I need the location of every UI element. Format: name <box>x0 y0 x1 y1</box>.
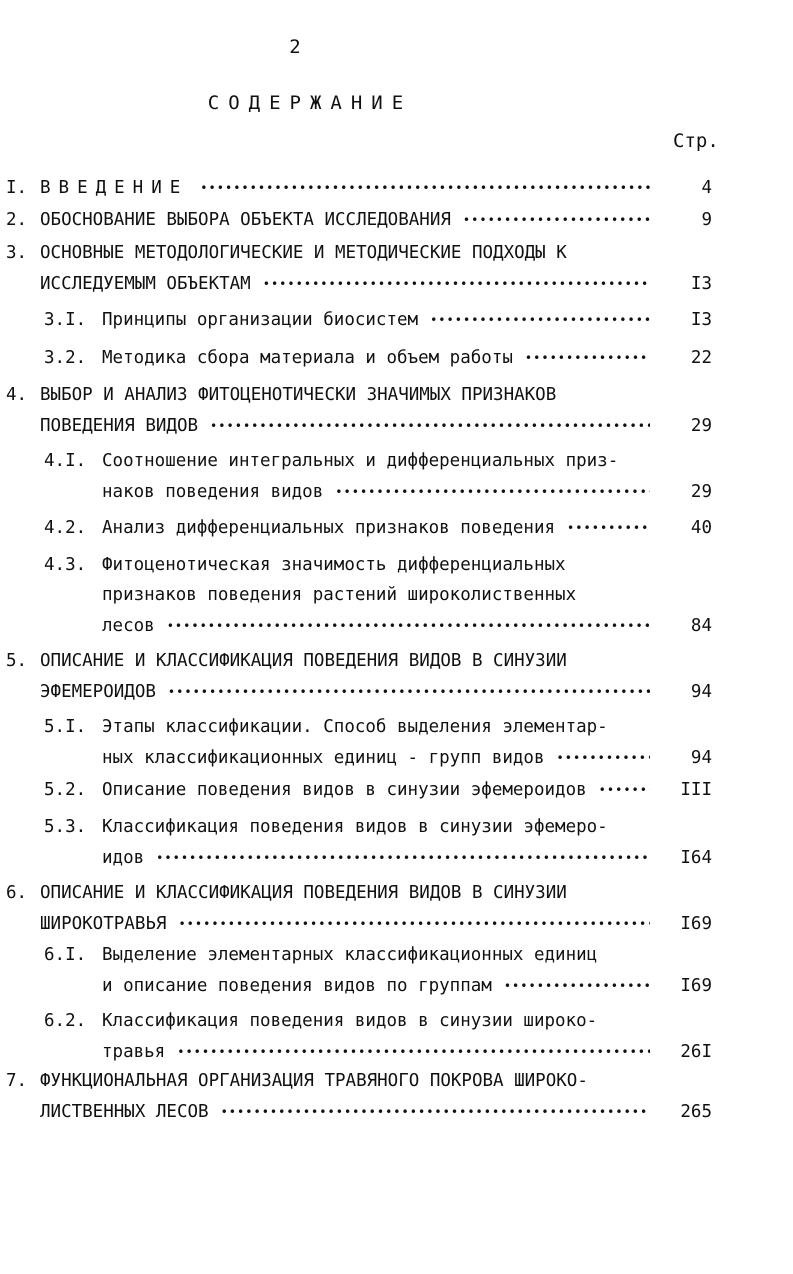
toc-entry-number: 6.I. <box>44 945 87 965</box>
toc-entry-number: 4.I. <box>44 451 87 471</box>
toc-entry-text: Этапы классификации. Способ выделения элементар- <box>102 717 608 737</box>
toc-entry-number: 5. <box>6 651 28 671</box>
toc-entry <box>44 812 712 873</box>
toc-entry-text: ИССЛЕДУЕМЫМ ОБЪЕКТАМ <box>40 274 251 294</box>
toc-entry-number: 5.I. <box>44 717 87 737</box>
toc-entry-text: Методика сбора материала и объем работы <box>102 348 513 368</box>
toc-entry-text: ОПИСАНИЕ И КЛАССИФИКАЦИЯ ПОВЕДЕНИЯ ВИДОВ В СИНУЗИИ <box>40 883 567 903</box>
page-number: 2 <box>289 36 301 58</box>
dot-leader <box>167 610 650 641</box>
toc-entry-page: I69 <box>680 914 712 934</box>
toc-entry-text: ПОВЕДЕНИЯ ВИДОВ <box>40 416 199 436</box>
toc-entry-text: ВЫБОР И АНАЛИЗ ФИТОЦЕНОТИЧЕСКИ ЗНАЧИМЫХ ПРИЗНАКОВ <box>40 385 557 405</box>
toc-entry <box>6 646 712 707</box>
toc-entry-text: наков поведения видов <box>102 482 324 502</box>
dot-leader <box>430 304 650 335</box>
toc-entry <box>44 1006 712 1067</box>
toc-entry-text: ЛИСТВЕННЫХ ЛЕСОВ <box>40 1102 209 1122</box>
toc-entry-text: ОПИСАНИЕ И КЛАССИФИКАЦИЯ ПОВЕДЕНИЯ ВИДОВ В СИНУЗИИ <box>40 651 567 671</box>
toc-entry-page: 94 <box>690 682 712 702</box>
toc-entry-text: признаков поведения растений широколиственных <box>102 585 577 605</box>
toc-entry-text: лесов <box>102 616 155 636</box>
toc-entry <box>44 712 712 773</box>
toc-entry-number: 6.2. <box>44 1011 87 1031</box>
dot-leader <box>221 1096 650 1127</box>
dot-leader <box>178 908 650 939</box>
toc-entry-number: 3.2. <box>44 348 87 368</box>
toc-entry <box>44 342 712 373</box>
toc-entry-text: ОСНОВНЫЕ МЕТОДОЛОГИЧЕСКИЕ И МЕТОДИЧЕСКИЕ ПОДХОДЫ К <box>40 243 567 263</box>
toc-entry-page: 40 <box>690 518 712 538</box>
toc-entry-text: Выделение элементарных классификационных единиц <box>102 945 598 965</box>
toc-entry-page: III <box>680 780 712 800</box>
toc-entry-text: Классификация поведения видов в синузии широко- <box>102 1011 598 1031</box>
toc-entry-page: 4 <box>701 178 712 198</box>
toc-entry-text: Описание поведения видов в синузии эфемероидов <box>102 780 587 800</box>
toc-entry-text: ОБОСНОВАНИЕ ВЫБОРА ОБЪЕКТА ИССЛЕДОВАНИЯ <box>40 210 451 230</box>
toc-entry-text: и описание поведения видов по группам <box>102 976 492 996</box>
toc-entry <box>44 550 712 641</box>
toc-entry-page: 9 <box>701 210 712 230</box>
toc-entry <box>6 204 712 235</box>
toc-entry-page: 26I <box>680 1042 712 1062</box>
toc-entry-text: ШИРОКОТРАВЬЯ <box>40 914 167 934</box>
toc-entry-page: I3 <box>690 274 712 294</box>
page-title: СОДЕРЖАНИЕ <box>207 92 413 114</box>
dot-leader <box>210 410 650 441</box>
toc-entry <box>44 774 712 805</box>
dot-leader <box>335 476 650 507</box>
toc-entry-text: Анализ дифференциальных признаков поведения <box>102 518 556 538</box>
toc-entry-number: 4. <box>6 385 28 405</box>
toc-entry <box>6 1066 712 1127</box>
toc-entry-number: 3. <box>6 243 28 263</box>
toc-entry-text: Фитоценотическая значимость дифференциальных <box>102 555 566 575</box>
toc-entry-text: Принципы организации биосистем <box>102 310 419 330</box>
dot-leader <box>599 774 650 805</box>
dot-leader <box>263 268 650 299</box>
dot-leader <box>525 342 650 373</box>
toc-entry <box>6 878 712 939</box>
toc-entry-text: Соотношение интегральных и дифференциальных приз- <box>102 451 619 471</box>
toc-entry-page: 29 <box>690 482 712 502</box>
toc-entry-text: Классификация поведения видов в синузии эфемеро- <box>102 817 608 837</box>
toc-entry-number: 2. <box>6 210 28 230</box>
toc-entry-text: ных классификационных единиц - групп видов <box>102 748 545 768</box>
toc-entry-number: I. <box>6 178 28 198</box>
toc-entry-number: 5.2. <box>44 780 87 800</box>
toc-entry <box>44 512 712 543</box>
toc-entry-page: 94 <box>690 748 712 768</box>
dot-leader <box>504 970 650 1001</box>
toc-entry-text: ФУНКЦИОНАЛЬНАЯ ОРГАНИЗАЦИЯ ТРАВЯНОГО ПОКРОВА ШИРОКО- <box>40 1071 588 1091</box>
dot-leader <box>463 204 650 235</box>
toc-entry-page: 29 <box>690 416 712 436</box>
toc-entry-page: 22 <box>690 348 712 368</box>
dot-leader <box>557 742 650 773</box>
toc-entry-number: 6. <box>6 883 28 903</box>
toc-entry-page: 265 <box>680 1102 712 1122</box>
toc-entry <box>44 304 712 335</box>
dot-leader <box>177 1036 650 1067</box>
dot-leader <box>567 512 650 543</box>
toc-entry-page: 84 <box>690 616 712 636</box>
toc-entry-number: 5.3. <box>44 817 87 837</box>
toc-entry <box>6 238 712 299</box>
toc-entry-number: 7. <box>6 1071 28 1091</box>
toc-entry-number: 3.I. <box>44 310 87 330</box>
toc-entry-text: ЭФЕМЕРОИДОВ <box>40 682 156 702</box>
toc-entry-text: ВВЕДЕНИЕ <box>40 178 189 198</box>
dot-leader <box>168 676 650 707</box>
toc-entry-number: 4.2. <box>44 518 87 538</box>
toc-entry <box>6 380 712 441</box>
page-column-label: Стр. <box>673 130 719 152</box>
toc-entry-number: 4.3. <box>44 555 87 575</box>
toc-entry-page: I3 <box>690 310 712 330</box>
toc-entry-text: идов <box>102 848 145 868</box>
toc-entry-text: травья <box>102 1042 166 1062</box>
toc-entry <box>44 940 712 1001</box>
dot-leader <box>156 842 650 873</box>
dot-leader <box>200 172 650 203</box>
toc-entry-page: I69 <box>680 976 712 996</box>
toc-entry-page: I64 <box>680 848 712 868</box>
toc-entry <box>6 172 712 203</box>
toc-entry <box>44 446 712 507</box>
